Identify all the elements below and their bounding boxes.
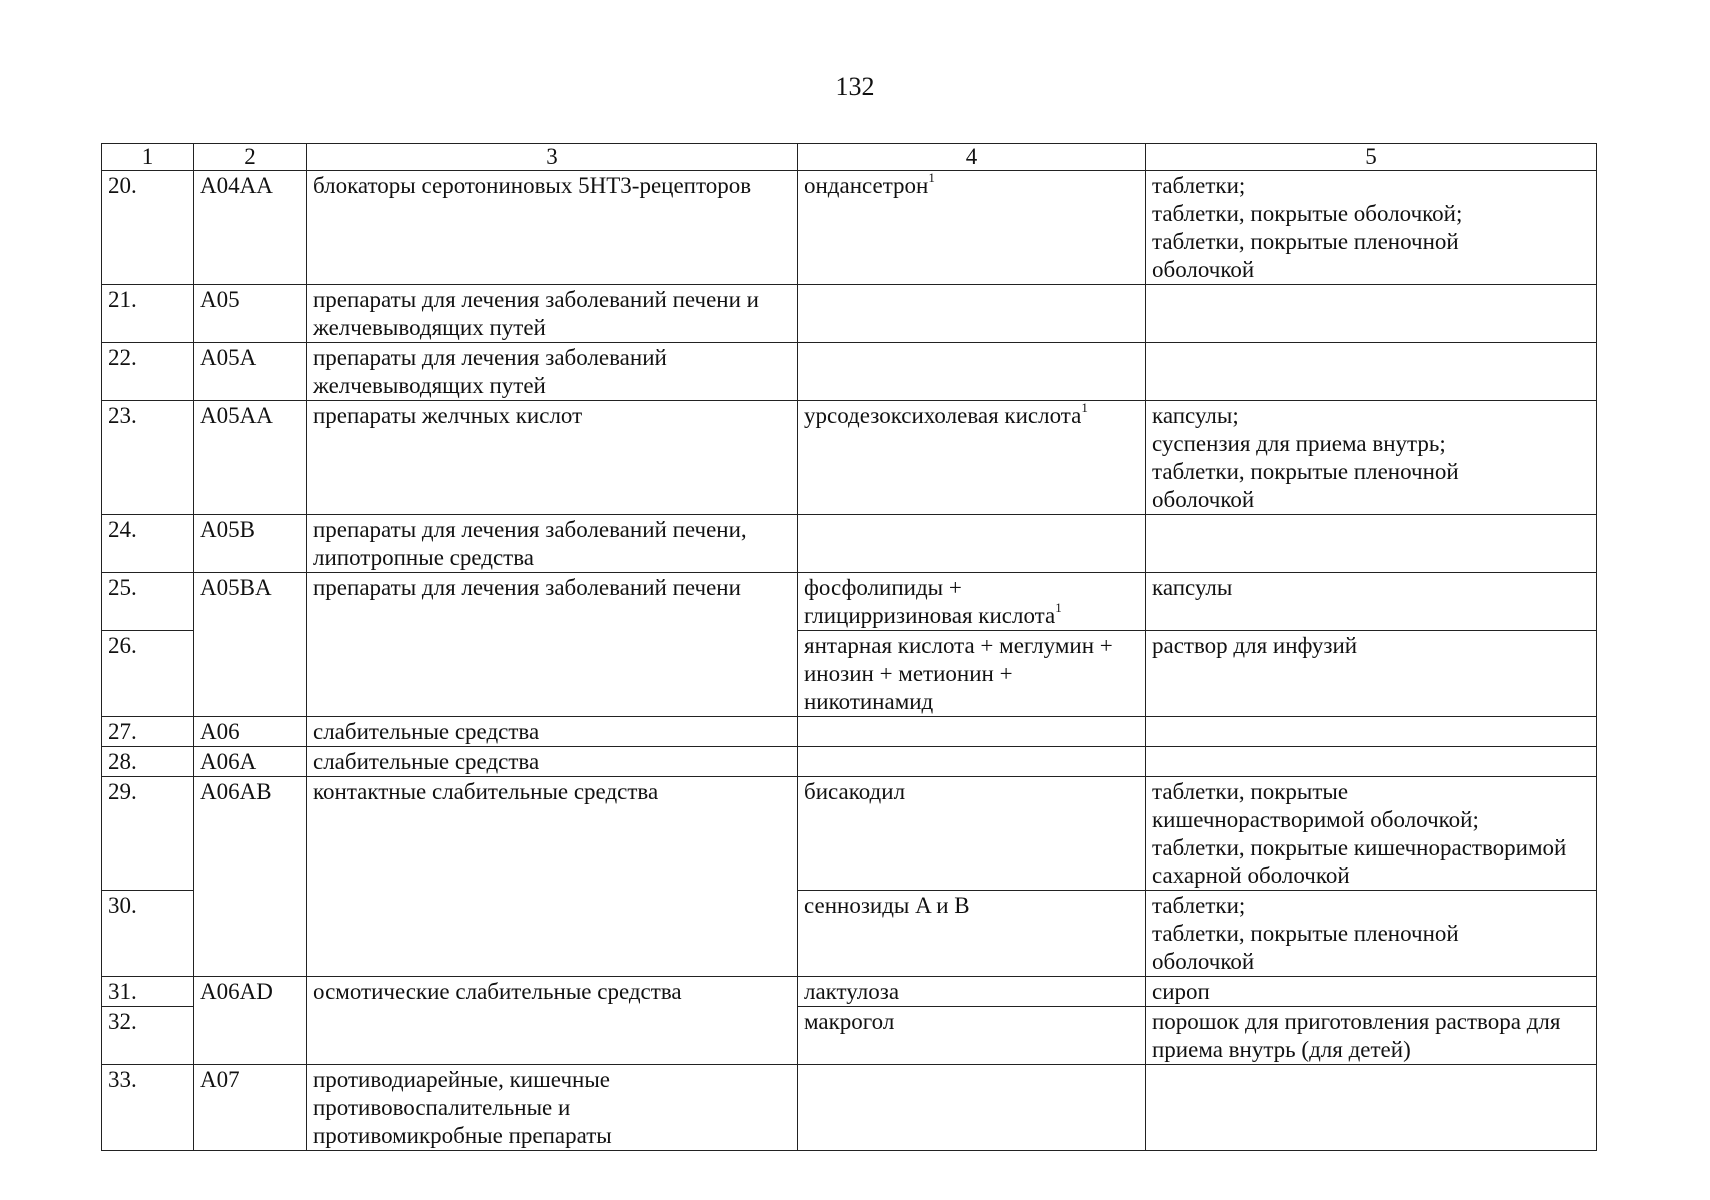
footnote-mark: 1 <box>1081 400 1088 416</box>
atc-code: A06 <box>194 717 307 747</box>
group-line: блокаторы серотониновых 5HT3-рецепторов <box>313 173 752 198</box>
pharmacological-group <box>307 777 798 977</box>
table-row <box>102 1065 1597 1151</box>
row-number: 22. <box>102 343 194 401</box>
atc-code: A05 <box>194 285 307 343</box>
group-line: препараты для лечения заболеваний печени, <box>313 517 747 542</box>
group-line: слабительные средства <box>313 719 540 744</box>
drug-name <box>798 777 1146 891</box>
form-line: кишечнорастворимой оболочкой; <box>1152 807 1479 832</box>
drug-name <box>798 401 1146 515</box>
form-line: сахарной оболочкой <box>1152 863 1350 888</box>
form-line: сироп <box>1152 979 1210 1004</box>
group-line: препараты для лечения заболеваний печени и <box>313 287 759 312</box>
table-row <box>102 747 1597 777</box>
atc-code: A06A <box>194 747 307 777</box>
table-row <box>102 515 1597 573</box>
column-header-3: 3 <box>307 144 798 171</box>
table-row <box>102 401 1597 515</box>
drug-name <box>798 285 1146 343</box>
atc-code: A07 <box>194 1065 307 1151</box>
atc-code: A06AB <box>194 777 307 977</box>
row-number: 30. <box>102 891 194 977</box>
pharmacological-group <box>307 1065 798 1151</box>
dosage-forms <box>1146 747 1597 777</box>
atc-code: A05AA <box>194 401 307 515</box>
atc-code: A06AD <box>194 977 307 1065</box>
drug-name <box>798 747 1146 777</box>
drug-line: макрогол <box>804 1009 895 1034</box>
form-line: капсулы; <box>1152 403 1239 428</box>
drug-list-table <box>101 143 1597 1151</box>
drug-line: бисакодил <box>804 779 906 804</box>
dosage-forms <box>1146 343 1597 401</box>
footnote-mark: 1 <box>1055 600 1062 616</box>
pharmacological-group <box>307 401 798 515</box>
drug-line: сеннозиды A и B <box>804 893 970 918</box>
drug-line: никотинамид <box>804 689 934 714</box>
atc-code: A04AA <box>194 171 307 285</box>
pharmacological-group <box>307 717 798 747</box>
group-line: слабительные средства <box>313 749 540 774</box>
form-line: приема внутрь (для детей) <box>1152 1037 1411 1062</box>
form-line: суспензия для приема внутрь; <box>1152 431 1446 456</box>
row-number: 26. <box>102 631 194 717</box>
table-row <box>102 717 1597 747</box>
atc-code: A05B <box>194 515 307 573</box>
table-row <box>102 573 1597 631</box>
footnote-mark: 1 <box>928 170 935 186</box>
drug-name <box>798 573 1146 631</box>
row-number: 24. <box>102 515 194 573</box>
dosage-forms <box>1146 891 1597 977</box>
form-line: таблетки, покрытые пленочной <box>1152 921 1459 946</box>
group-line: противомикробные препараты <box>313 1123 612 1148</box>
column-header-4: 4 <box>798 144 1146 171</box>
table-row <box>102 777 1597 891</box>
dosage-forms <box>1146 515 1597 573</box>
drug-name <box>798 343 1146 401</box>
form-line: таблетки; <box>1152 173 1246 198</box>
form-line: порошок для приготовления раствора для <box>1152 1009 1561 1034</box>
form-line: раствор для инфузий <box>1152 633 1358 658</box>
drug-line: глицирризиновая кислота <box>804 603 1056 628</box>
dosage-forms <box>1146 171 1597 285</box>
row-number: 28. <box>102 747 194 777</box>
row-number: 32. <box>102 1007 194 1065</box>
row-number: 33. <box>102 1065 194 1151</box>
dosage-forms <box>1146 573 1597 631</box>
drug-name <box>798 515 1146 573</box>
drug-name <box>798 977 1146 1007</box>
drug-line: фосфолипиды + <box>804 575 962 600</box>
group-line: препараты для лечения заболеваний печени <box>313 575 741 600</box>
row-number: 27. <box>102 717 194 747</box>
column-header-2: 2 <box>194 144 307 171</box>
group-line: осмотические слабительные средства <box>313 979 682 1004</box>
dosage-forms <box>1146 631 1597 717</box>
pharmacological-group <box>307 171 798 285</box>
pharmacological-group <box>307 747 798 777</box>
dosage-forms <box>1146 401 1597 515</box>
drug-line: лактулоза <box>804 979 900 1004</box>
form-line: таблетки; <box>1152 893 1246 918</box>
group-line: липотропные средства <box>313 545 534 570</box>
pharmacological-group <box>307 285 798 343</box>
drug-line: ондансетрон <box>804 173 929 198</box>
form-line: оболочкой <box>1152 257 1255 282</box>
row-number: 20. <box>102 171 194 285</box>
table-row <box>102 977 1597 1007</box>
group-line: желчевыводящих путей <box>313 373 546 398</box>
row-number: 21. <box>102 285 194 343</box>
dosage-forms <box>1146 717 1597 747</box>
row-number: 25. <box>102 573 194 631</box>
atc-code: A05BA <box>194 573 307 717</box>
header-row <box>102 144 1597 171</box>
atc-code: A05A <box>194 343 307 401</box>
group-line: препараты желчных кислот <box>313 403 583 428</box>
drug-line: янтарная кислота + меглумин + <box>804 633 1113 658</box>
drug-line: урсодезоксихолевая кислота <box>804 403 1082 428</box>
dosage-forms <box>1146 777 1597 891</box>
form-line: таблетки, покрытые кишечнорастворимой <box>1152 835 1567 860</box>
dosage-forms <box>1146 1007 1597 1065</box>
group-line: контактные слабительные средства <box>313 779 659 804</box>
group-line: желчевыводящих путей <box>313 315 546 340</box>
drug-name <box>798 1065 1146 1151</box>
drug-name <box>798 717 1146 747</box>
drug-name <box>798 631 1146 717</box>
pharmacological-group <box>307 977 798 1065</box>
column-header-5: 5 <box>1146 144 1597 171</box>
group-line: противодиарейные, кишечные <box>313 1067 610 1092</box>
drug-name <box>798 171 1146 285</box>
group-line: противовоспалительные и <box>313 1095 571 1120</box>
form-line: таблетки, покрытые пленочной <box>1152 229 1459 254</box>
dosage-forms <box>1146 285 1597 343</box>
drug-name <box>798 891 1146 977</box>
form-line: таблетки, покрытые <box>1152 779 1349 804</box>
form-line: капсулы <box>1152 575 1233 600</box>
row-number: 29. <box>102 777 194 891</box>
form-line: таблетки, покрытые пленочной <box>1152 459 1459 484</box>
form-line: таблетки, покрытые оболочкой; <box>1152 201 1463 226</box>
pharmacological-group <box>307 573 798 717</box>
drug-name <box>798 1007 1146 1065</box>
dosage-forms <box>1146 977 1597 1007</box>
row-number: 23. <box>102 401 194 515</box>
table-row <box>102 171 1597 285</box>
drug-line: инозин + метионин + <box>804 661 1013 686</box>
form-line: оболочкой <box>1152 949 1255 974</box>
form-line: оболочкой <box>1152 487 1255 512</box>
group-line: препараты для лечения заболеваний <box>313 345 667 370</box>
table-row <box>102 285 1597 343</box>
dosage-forms <box>1146 1065 1597 1151</box>
pharmacological-group <box>307 515 798 573</box>
column-header-1: 1 <box>102 144 194 171</box>
table-row <box>102 343 1597 401</box>
page-number: 132 <box>835 72 875 101</box>
row-number: 31. <box>102 977 194 1007</box>
pharmacological-group <box>307 343 798 401</box>
